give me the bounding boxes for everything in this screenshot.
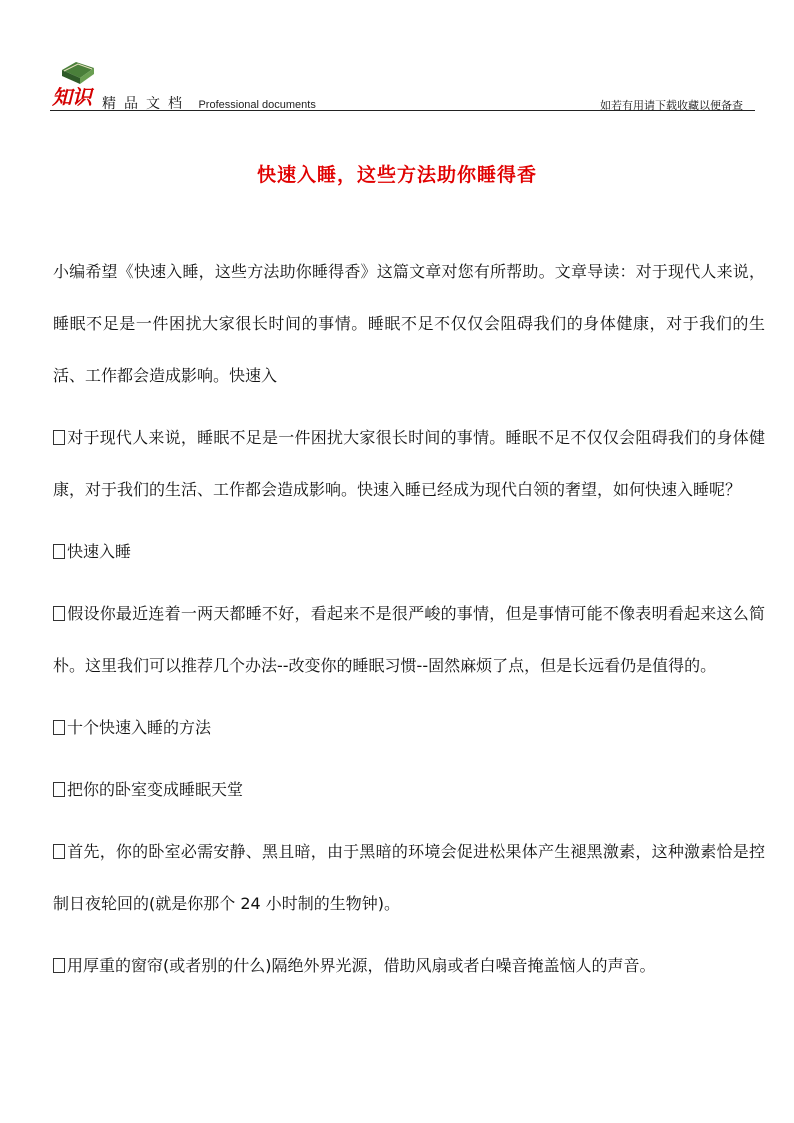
zhishi-logo (50, 48, 100, 110)
bullet-box-icon (53, 782, 65, 797)
header-divider (50, 110, 755, 111)
document-title: 快速入睡，这些方法助你睡得香 (256, 164, 537, 186)
section-heading: 把你的卧室变成睡眠天堂 (53, 764, 765, 816)
brand-en: Professional documents (198, 99, 316, 111)
bullet-box-icon (53, 544, 65, 559)
paragraph: 用厚重的窗帘(或者别的什么)隔绝外界光源，借助风扇或者白噪音掩盖恼人的声音。 (53, 940, 765, 992)
paragraph-intro: 小编希望《快速入睡，这些方法助你睡得香》这篇文章对您有所帮助。文章导读：对于现代人来说，睡眠不足是一件困扰大家很长时间的事情。睡眠不足不仅仅会阻碍我们的身体健康，对于我们的生活、工作都会造成影响。快速入 (53, 262, 765, 385)
bullet-box-icon (53, 430, 65, 445)
header-note: 如若有用请下载收藏以便备查 (600, 99, 743, 112)
bullet-box-icon (53, 720, 65, 735)
section-heading: 快速入睡 (53, 526, 765, 578)
bullet-box-icon (53, 606, 65, 621)
document-body (53, 246, 765, 1002)
bullet-box-icon (53, 844, 65, 859)
brand-cn: 精品文档 (102, 96, 190, 112)
paragraph: 假设你最近连着一两天都睡不好，看起来不是很严峻的事情，但是事情可能不像表明看起来这么简朴。这里我们可以推荐几个办法--改变你的睡眠习惯--固然麻烦了点，但是长远看仍是值得的。 (53, 604, 765, 675)
bullet-box-icon (53, 958, 65, 973)
section-heading: 十个快速入睡的方法 (53, 702, 765, 754)
paragraph: 首先，你的卧室必需安静、黑且暗，由于黑暗的环境会促进松果体产生褪黑激素，这种激素恰是控制日夜轮回的(就是你那个 24 小时制的生物钟)。 (53, 842, 765, 913)
logo-text: 知识 (52, 85, 92, 109)
paragraph: 对于现代人来说，睡眠不足是一件困扰大家很长时间的事情。睡眠不足不仅仅会阻碍我们的身体健康，对于我们的生活、工作都会造成影响。快速入睡已经成为现代白领的奢望，如何快速入睡呢？ (53, 428, 765, 499)
page-header (50, 48, 755, 114)
